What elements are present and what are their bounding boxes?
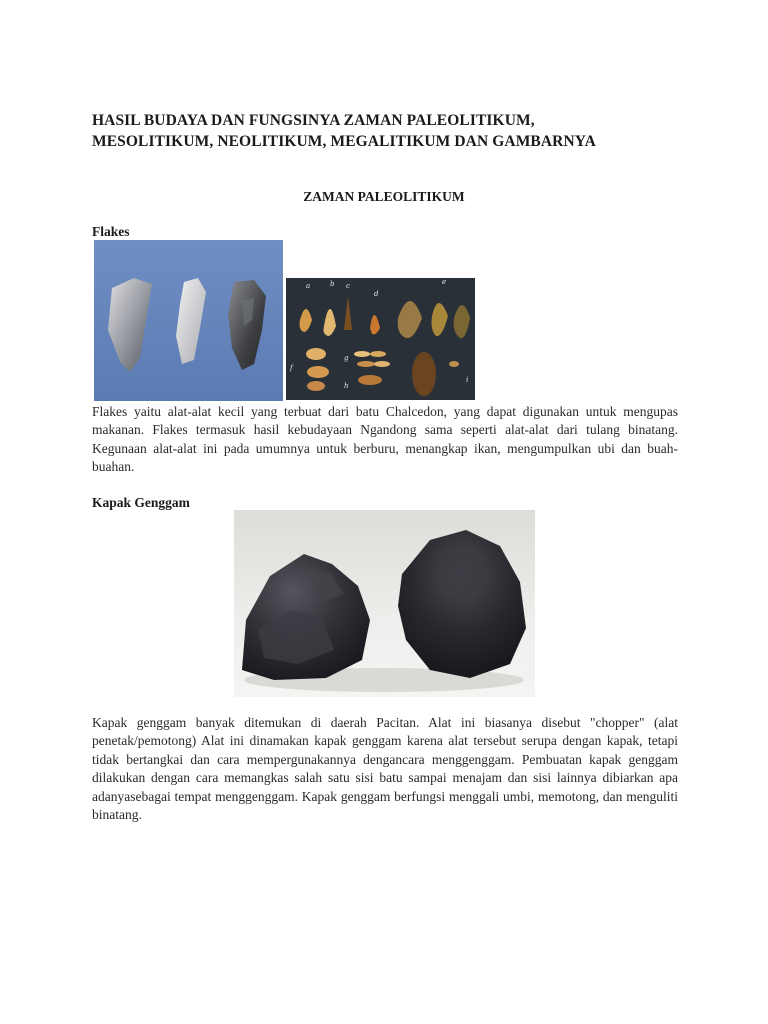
figure-label-b: b bbox=[330, 280, 335, 288]
kapak-genggam-paragraph: Kapak genggam banyak ditemukan di daerah Pacitan. Alat ini biasanya disebut "chopper" (alat penetak/pemotong) Alat ini dinamakan kapak genggam karena alat tersebut serupa dengan kapak, tetapi tidak bertangkai dan cara mempergunakannya dengancara menggenggam. Pembuatan kapak genggam dilakukan dengan cara memangkas salah satu sisi batu sampai menajam dan sisi lainnya dibiarkan apa adanyasebagai tempat menggenggam. Kapak genggam berfungsi menggali umbi, memotong, dan menguliti binatang. bbox=[92, 715, 678, 823]
figure-label-a: a bbox=[306, 282, 311, 290]
figure-label-c: c bbox=[346, 282, 350, 290]
figure-label-h: h bbox=[344, 382, 349, 390]
title-line-2: MESOLITIKUM, NEOLITIKUM, MEGALITIKUM DAN GAMBARNYA bbox=[92, 133, 596, 150]
flakes-photo-collection bbox=[286, 278, 475, 400]
flakes-paragraph: Flakes yaitu alat-alat kecil yang terbuat dari batu Chalcedon, yang dapat digunakan untuk mengupas makanan. Flakes termasuk hasil kebudayaan Ngandong sama seperti alat-alat dari tulang binatang. Kegunaan alat-alat ini pada umumnya untuk berburu, menangkap ikan, mengumpulkan ubi dan buah-buahan. bbox=[92, 404, 678, 475]
figure-label-e: e bbox=[442, 278, 447, 286]
flakes-photo-blue bbox=[94, 240, 283, 401]
figure-label-f: f bbox=[290, 364, 293, 372]
section-title: ZAMAN PALEOLITIKUM bbox=[303, 189, 465, 204]
figure-label-d: d bbox=[374, 290, 379, 298]
document-title bbox=[92, 110, 692, 152]
flakes-heading: Flakes bbox=[92, 224, 130, 239]
title-line-1: HASIL BUDAYA DAN FUNGSINYA ZAMAN PALEOLITIKUM, bbox=[92, 112, 535, 129]
kapak-genggam-photo bbox=[234, 510, 535, 697]
kapak-genggam-heading: Kapak Genggam bbox=[92, 495, 190, 510]
figure-label-g: g bbox=[344, 354, 349, 362]
figure-label-i: i bbox=[466, 376, 469, 384]
